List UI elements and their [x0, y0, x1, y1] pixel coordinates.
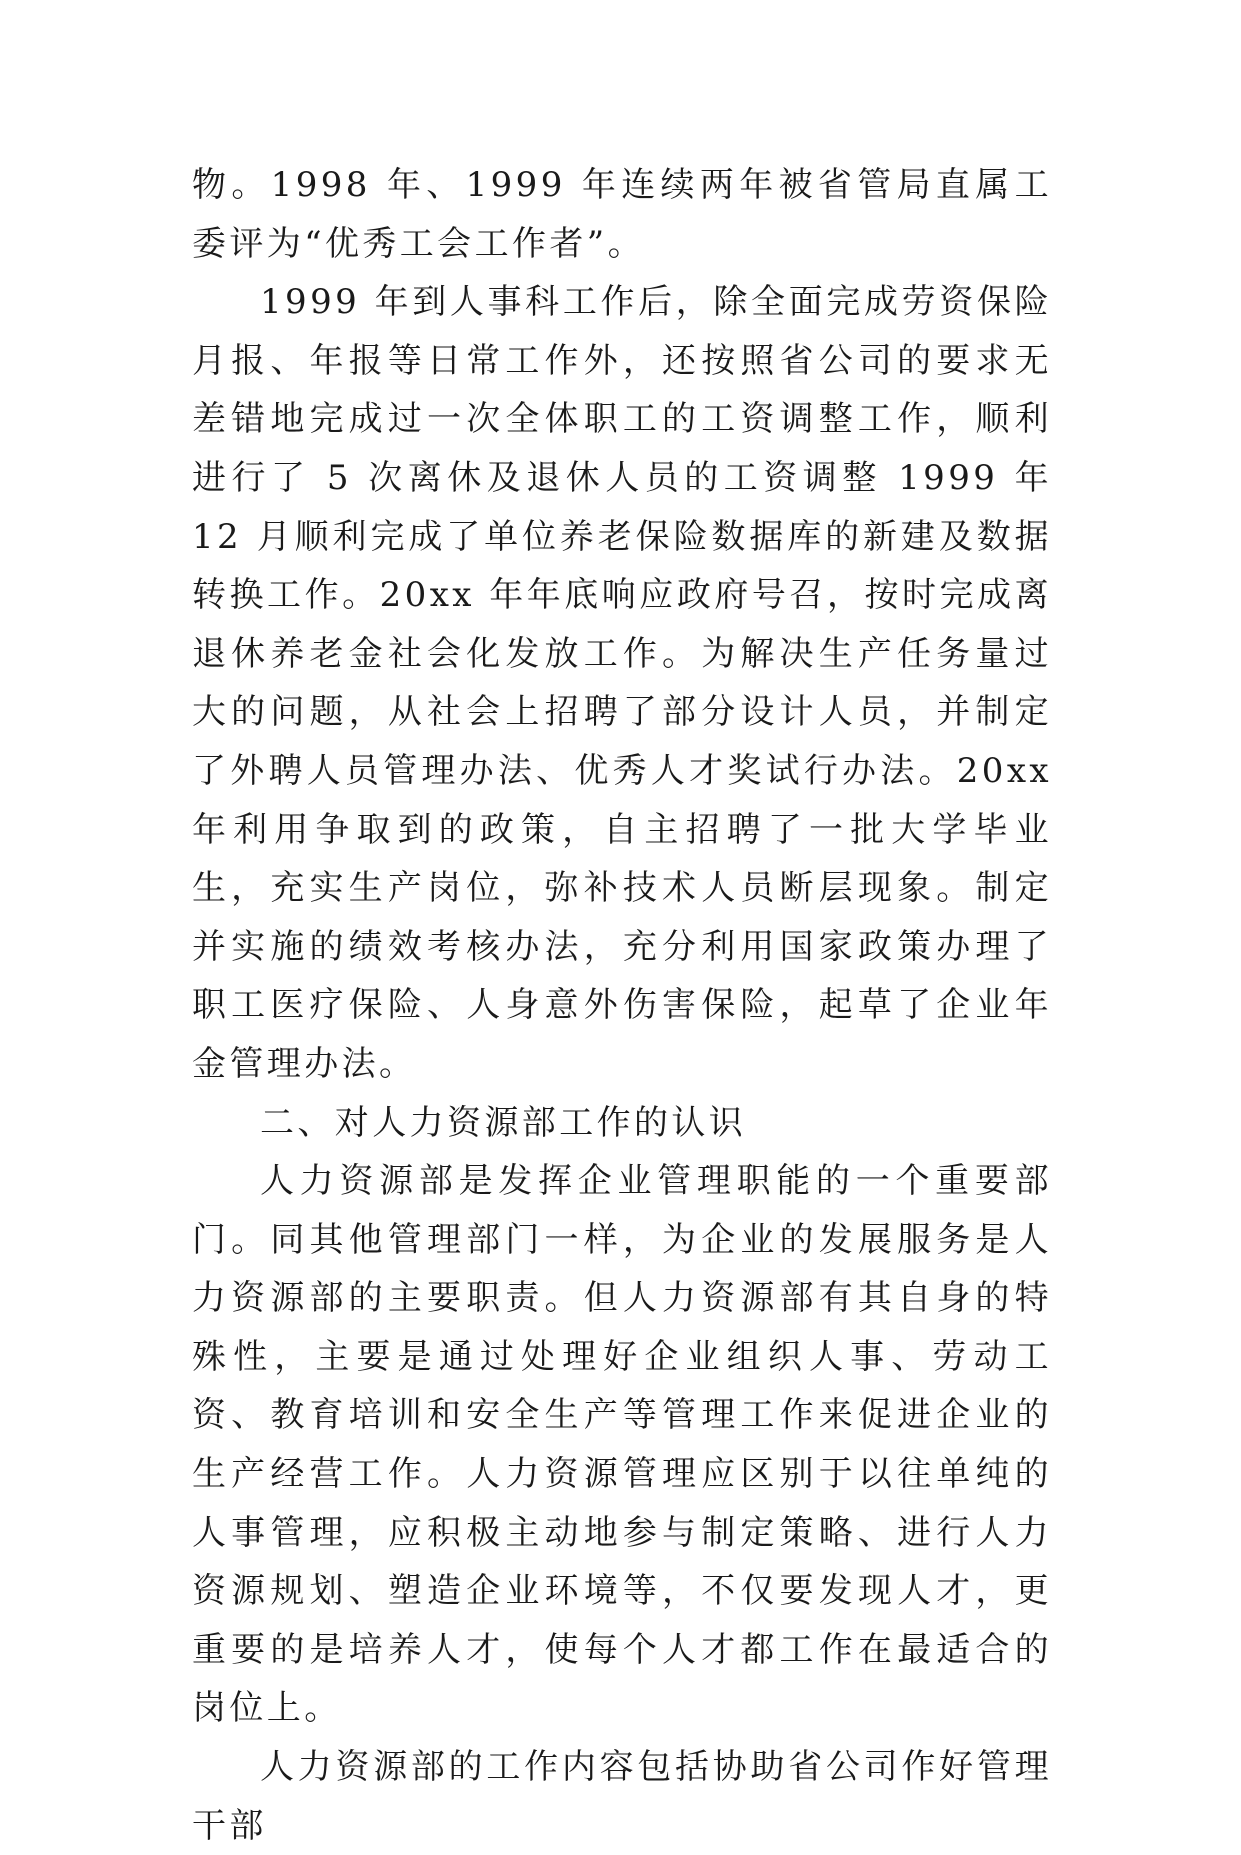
- document-body: [192, 156, 1052, 1855]
- paragraph-hr-duties: 人力资源部的工作内容包括协助省公司作好管理干部: [192, 1747, 1052, 1846]
- paragraph-personnel-work: 1999 年到人事科工作后，除全面完成劳资保险月报、年报等日常工作外，还按照省公司的要求无差错地完成过一次全体职工的工资调整工作，顺利进行了 5 次离休及退休人员的工资调整 1999 年 12 月顺利完成了单位养老保险数据库的新建及数据转换工作。20xx 年年底响应政府号召，按时完成离退休养老金社会化发放工作。为解决生产任务量过大的问题，从社会上招聘了部分设计人员，并制定了外聘人员管理办法、优秀人才奖试行办法。20xx 年利用争取到的政策，自主招聘了一批大学毕业生，充实生产岗位，弥补技术人员断层现象。制定并实施的绩效考核办法，充分利用国家政策办理了职工医疗保险、人身意外伤害保险，起草了企业年金管理办法。: [192, 282, 1052, 1084]
- paragraph-hr-role: 人力资源部是发挥企业管理职能的一个重要部门。同其他管理部门一样，为企业的发展服务是人力资源部的主要职责。但人力资源部有其自身的特殊性，主要是通过处理好企业组织人事、劳动工资、教育培训和安全生产等管理工作来促进企业的生产经营工作。人力资源管理应区别于以往单纯的人事管理，应积极主动地参与制定策略、进行人力资源规划、塑造企业环境等，不仅要发现人才，更重要的是培养人才，使每个人才都工作在最适合的岗位上。: [192, 1161, 1052, 1729]
- paragraph-continuation: 物。1998 年、1999 年连续两年被省管局直属工委评为“优秀工会工作者”。: [192, 165, 1052, 264]
- section-heading-hr-understanding: 二、对人力资源部工作的认识: [260, 1102, 747, 1143]
